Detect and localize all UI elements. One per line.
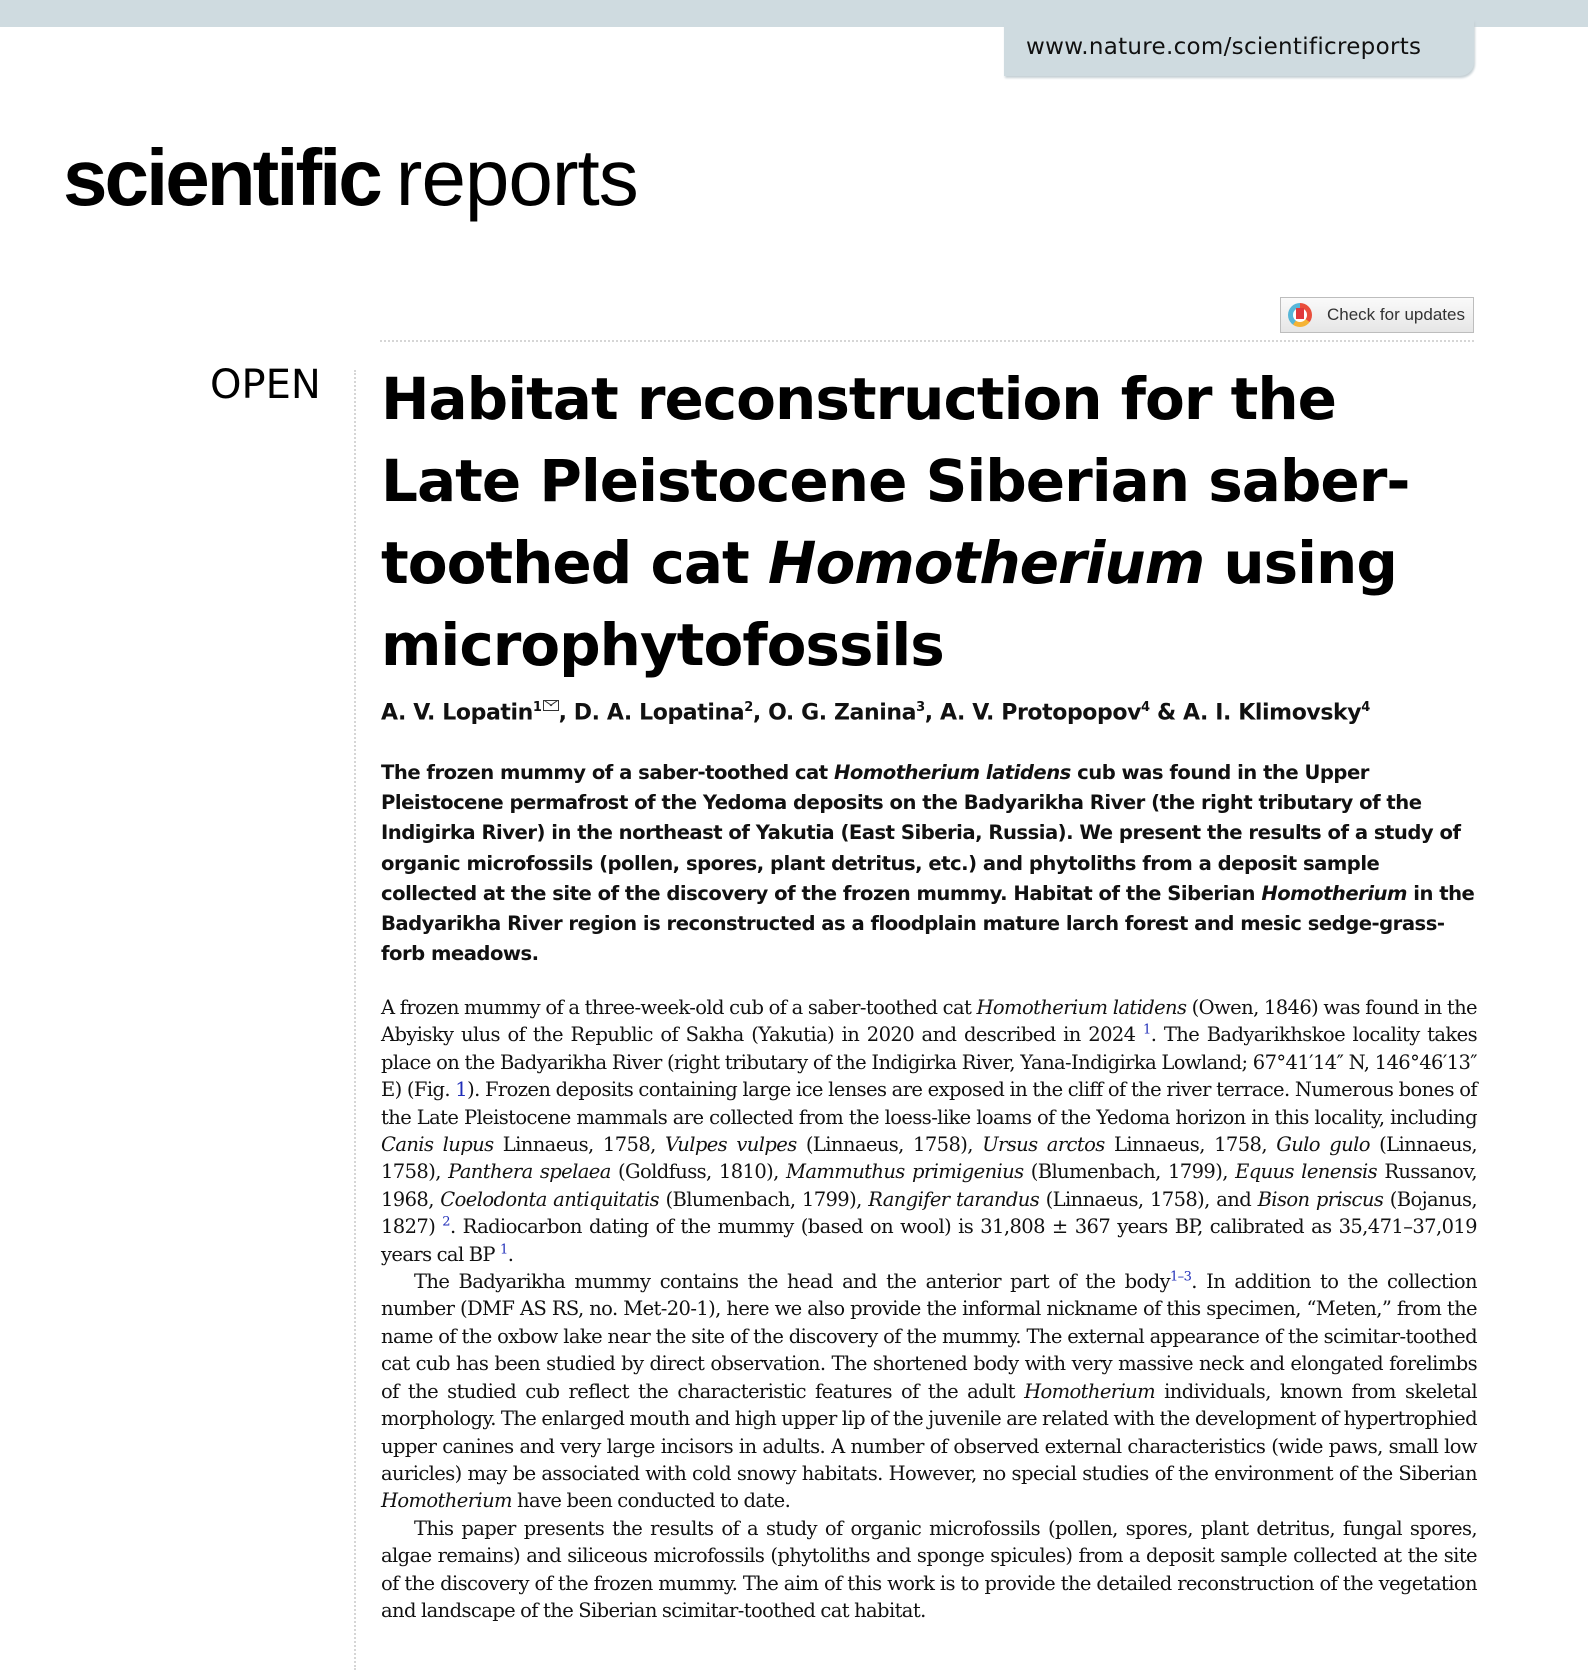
author-separator: , [558, 700, 574, 726]
author-name[interactable]: A. V. Protopopov [939, 700, 1142, 726]
author-name[interactable]: O. G. Zanina [768, 700, 917, 726]
body-text: (Linnaeus, 1758), [796, 1133, 983, 1157]
figure-link[interactable]: 1 [455, 1078, 468, 1102]
species-name: Homotherium [1261, 881, 1407, 905]
author-name[interactable]: A. V. Lopatin [381, 700, 533, 726]
title-text: Habitat reconstruction for the Late Pleistocene Siberian saber-toothed cat [381, 365, 1410, 597]
abstract-text: in the Badyarikha River region is reconstructed as a floodplain mature larch forest and mesic sedge-grass-forb meadows. [381, 881, 1475, 966]
citation-link[interactable]: 2 [442, 1214, 450, 1230]
article-title [381, 358, 1481, 686]
body-text: . Radiocarbon dating of the mummy (based on wool) is 31,808 ± 367 years BP, calibrated as 35,471–37,019 years cal BP [381, 1215, 1477, 1266]
body-text: . In addition to the collection number (DMF AS RS, no. Met-20-1), here we also provide the informal nickname of this specimen, “Meten,” from the name of the oxbow lake near the site of the discovery of the mummy. The external appearance of the scimitar-toothed cat cub has been studied by direct observation. The shortened body with very massive neck and elongated forelimbs of the studied cub reflect the characteristic features of the adult [381, 1270, 1478, 1403]
affiliation-ref: 4 [1361, 700, 1370, 715]
species-name: Mammuthus primigenius [786, 1160, 1024, 1184]
species-name: Homotherium latidens [833, 761, 1071, 784]
envelope-icon[interactable] [543, 700, 559, 711]
open-access-label: OPEN [210, 362, 321, 408]
body-text: Linnaeus, 1758, [493, 1133, 666, 1157]
species-name: Panthera spelaea [448, 1160, 611, 1184]
journal-logo [63, 133, 638, 222]
paragraph-1 [381, 994, 1477, 1268]
body-text: (Linnaeus, 1758), and [1039, 1187, 1258, 1211]
body-text: (Blumenbach, 1799), [659, 1187, 869, 1211]
body-text: ). Frozen deposits containing large ice lenses are exposed in the cliff of the river terrace. Numerous bones of the Late Pleistocene mammals are collected from the loess-like loams of the Yedoma horizon in this locality, including [381, 1078, 1477, 1129]
species-name: Bison priscus [1257, 1187, 1384, 1211]
journal-url[interactable]: www.nature.com/scientificreports [1026, 34, 1422, 60]
affiliation-ref: 3 [916, 700, 925, 715]
body-text: (Linnaeus, 1758), [381, 1133, 1477, 1184]
journal-url-tab[interactable] [1004, 20, 1474, 76]
citation-link[interactable]: 1 [500, 1242, 508, 1258]
affiliation-ref: 2 [744, 700, 753, 715]
affiliation-ref: 1 [532, 700, 542, 715]
citation-link[interactable]: 1 [1143, 1022, 1151, 1038]
species-name: Gulo gulo [1276, 1133, 1370, 1157]
author-name[interactable]: D. A. Lopatina [573, 700, 745, 726]
header-divider [380, 340, 1474, 342]
species-name: Coelodonta antiquitatis [440, 1187, 660, 1211]
body-text: Russanov, 1968, [381, 1160, 1478, 1211]
author-separator: & [1149, 700, 1183, 726]
abstract [381, 758, 1477, 969]
paragraph-2 [381, 1268, 1477, 1515]
logo-bold: scientific [63, 133, 380, 222]
body-text: The Badyarikha mummy contains the head and the anterior part of the body [414, 1270, 1170, 1294]
author-name[interactable]: A. I. Klimovsky [1183, 700, 1362, 726]
species-name: Canis lupus [381, 1133, 494, 1157]
body-text: (Bojanus, 1827) [381, 1187, 1477, 1239]
logo-regular: reports [395, 133, 638, 222]
crossmark-icon [1288, 303, 1312, 327]
title-genus: Homotherium [767, 529, 1205, 597]
author-list [381, 700, 1370, 725]
species-name: Equus lenensis [1235, 1160, 1378, 1184]
abstract-text: The frozen mummy of a saber-toothed cat [381, 761, 834, 784]
author-separator: , [924, 700, 940, 726]
article-body [381, 994, 1477, 1624]
body-text: (Owen, 1846) was found in the Abyisky ulus of the Republic of Sakha (Yakutia) in 2020 and described in 2024 [381, 996, 1477, 1047]
abstract-text: cub was found in the Upper Pleistocene permafrost of the Yedoma deposits on the Badyarikha River (the right tributary of the Indigirka River) in the northeast of Yakutia (East Siberia, Russia). We present the results of a study of organic microfossils (pollen, spores, plant detritus, etc.) and phytoliths from a deposit sample collected at the site of the discovery of the frozen mummy. Habitat of the Siberian [381, 761, 1461, 905]
body-text: (Goldfuss, 1810), [610, 1160, 787, 1184]
title-text-end: using microphytofossils [381, 529, 1397, 679]
margin-divider [354, 370, 356, 1670]
species-name: Homotherium [1024, 1379, 1155, 1403]
species-name: Ursus arctos [982, 1133, 1105, 1157]
citation-link[interactable]: 1–3 [1170, 1269, 1192, 1285]
body-text: individuals, known from skeletal morphology. The enlarged mouth and high upper lip of the juvenile are related with the development of hypertrophied upper canines and very large incisors in adults. A number of observed external characteristics (wide paws, small low auricles) may be associated with cold snowy habitats. However, no special studies of the environment of the Siberian [381, 1379, 1477, 1485]
species-name: Homotherium [381, 1489, 512, 1513]
body-text: . [507, 1242, 514, 1266]
check-for-updates-label: Check for updates [1327, 305, 1465, 324]
species-name: Homotherium latidens [976, 996, 1187, 1019]
body-text: Linnaeus, 1758, [1104, 1133, 1277, 1157]
affiliation-ref: 4 [1141, 700, 1150, 715]
paragraph-3: This paper presents the results of a study of organic microfossils (pollen, spores, plant detritus, fungal spores, algae remains) and siliceous microfossils (phytoliths and sponge spicules) from a deposit sample collected at the site of the discovery of the frozen mummy. The aim of this work is to provide the detailed reconstruction of the vegetation and landscape of the Siberian scimitar-toothed cat habitat. [381, 1516, 1477, 1622]
species-name: Vulpes vulpes [665, 1133, 797, 1157]
body-text: have been conducted to date. [511, 1489, 791, 1513]
body-text: (Blumenbach, 1799), [1023, 1160, 1236, 1184]
check-for-updates-button[interactable] [1280, 297, 1474, 333]
body-text: . The Badyarikhskoe locality takes place on the Badyarikha River (right tributary of the Indigirka River, Yana-Indigirka Lowland; 67°41′14″ N, 146°46′13″ E) (Fig. [381, 1023, 1477, 1102]
species-name: Rangifer tarandus [868, 1187, 1040, 1211]
author-separator: , [752, 700, 769, 726]
body-text: A frozen mummy of a three-week-old cub of a saber-toothed cat [381, 996, 977, 1019]
